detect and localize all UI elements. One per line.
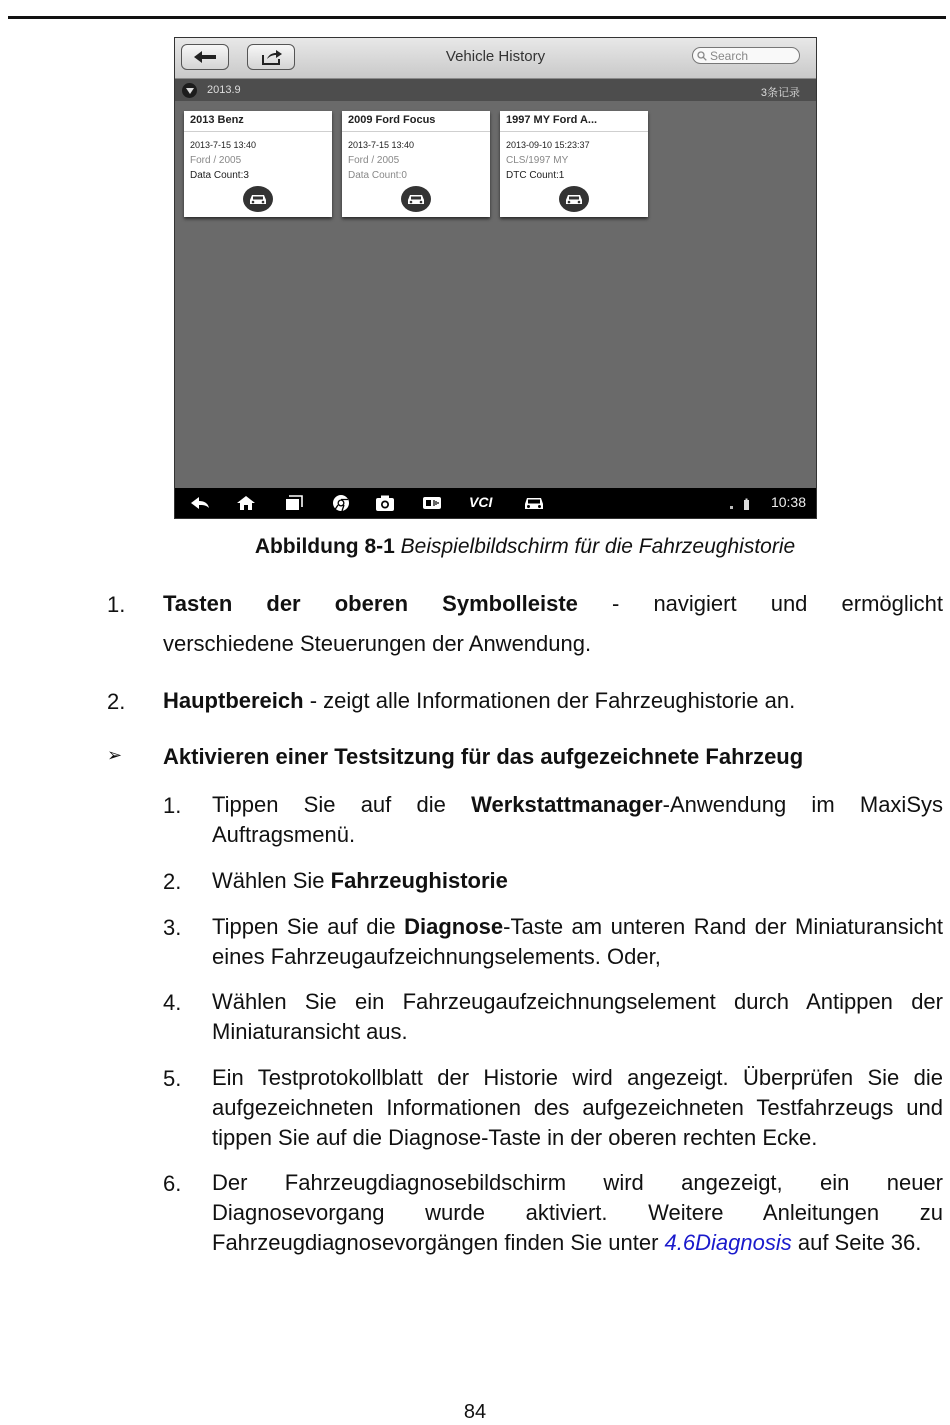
record-count: 3条记录	[760, 87, 800, 99]
step-text: Tippen Sie auf die Diagnose-Taste am unteren Rand der Miniaturansicht eines Fahrzeugaufzeichnungselements. Oder,	[212, 914, 943, 969]
step-text: Ein Testprotokollblatt der Historie wird angezeigt. Überprüfen Sie die aufgezeichneten Informationen des aufgezeichneten Testfahrzeugs und tippen Sie auf die Diagnose-Taste in der oberen rechten Ecke.	[212, 1065, 943, 1150]
caption-text: Beispielbildschirm für die Fahrzeughistorie	[400, 535, 796, 558]
search-input[interactable]	[692, 47, 800, 64]
diagnose-button[interactable]	[559, 186, 589, 212]
step-number: 4.	[163, 990, 182, 1015]
vehicle-card[interactable]	[184, 111, 332, 217]
item-number: 2.	[107, 689, 126, 714]
car-icon	[564, 192, 584, 206]
item-text: - navigiert und ermöglicht	[577, 591, 943, 616]
vci-icon[interactable]: VCI	[469, 494, 493, 510]
item-bold: Hauptbereich	[163, 688, 304, 713]
card-divider	[184, 131, 332, 132]
card-title: 2013 Benz	[190, 114, 244, 126]
card-count: Data Count:3	[190, 170, 249, 181]
step-bold: Diagnose	[404, 914, 504, 939]
recent-apps-icon[interactable]	[283, 494, 305, 512]
step-number: 3.	[163, 915, 182, 940]
step-number: 6.	[163, 1171, 182, 1196]
item-number: 1.	[107, 592, 126, 617]
caption-label: Abbildung 8-1	[254, 535, 395, 558]
card-datetime: 2013-7-15 13:40	[348, 140, 415, 150]
screen-title: Vehicle History	[445, 48, 546, 65]
clock: 10:38	[770, 494, 806, 510]
card-datetime: 2013-7-15 13:40	[190, 140, 257, 150]
card-count: DTC Count:1	[506, 170, 565, 181]
vehicle-history-screenshot	[174, 37, 817, 519]
step-number: 5.	[163, 1066, 182, 1091]
card-divider	[342, 131, 490, 132]
vehicle-card[interactable]	[342, 111, 490, 217]
step-number: 2.	[163, 869, 182, 894]
chrome-icon[interactable]	[330, 494, 352, 512]
car-icon	[406, 192, 426, 206]
date-group-bar	[175, 79, 816, 101]
figure-caption	[0, 535, 950, 559]
top-toolbar	[175, 38, 816, 79]
diagnosis-link[interactable]: 4.6Diagnosis	[664, 1230, 792, 1255]
vehicle-card[interactable]	[500, 111, 648, 217]
step-text: Der Fahrzeugdiagnosebildschirm wird angezeigt, ein neuer Diagnosevorgang wurde aktiviert. Weitere Anleitungen zu Fahrzeugdiagnosevorgängen finden Sie unter 4.6Diagnosis auf Seite 36.	[212, 1170, 943, 1255]
diagnose-button[interactable]	[243, 186, 273, 212]
step-bold: Werkstattmanager	[471, 792, 663, 817]
collapse-toggle[interactable]	[182, 83, 197, 98]
item-line	[163, 589, 943, 619]
battery-status-icon	[728, 497, 758, 511]
step-number: 1.	[163, 793, 182, 818]
item-bold: Tasten der oberen Symbolleiste	[163, 591, 578, 616]
system-navigation-bar	[175, 488, 816, 518]
back-icon[interactable]	[189, 494, 211, 512]
diagnose-button[interactable]	[401, 186, 431, 212]
card-datetime: 2013-09-10 15:23:37	[506, 140, 590, 150]
step-text: Wählen Sie ein Fahrzeugaufzeichnungselement durch Antippen der Miniaturansicht aus.	[212, 989, 943, 1044]
chevron-down-icon	[186, 88, 194, 94]
card-make: Ford / 2005	[190, 155, 242, 166]
search-placeholder: Search	[710, 48, 749, 63]
card-make: Ford / 2005	[348, 155, 400, 166]
card-title: 1997 MY Ford A...	[506, 114, 598, 126]
group-date: 2013.9	[207, 84, 241, 96]
page-number: 84	[463, 1401, 487, 1423]
section-heading: Aktivieren einer Testsitzung für das aufgezeichnete Fahrzeug	[163, 744, 804, 769]
section-bullet-icon: ➢	[107, 745, 123, 765]
display-icon[interactable]	[421, 494, 443, 512]
card-make: CLS/1997 MY	[506, 155, 569, 166]
car-icon	[248, 192, 268, 206]
item-line: verschiedene Steuerungen der Anwendung.	[163, 631, 592, 656]
step-text: Wählen Sie Fahrzeughistorie	[212, 868, 508, 893]
step-text: Tippen Sie auf die Werkstattmanager-Anwendung im MaxiSys Auftragsmenü.	[212, 792, 943, 847]
car-icon[interactable]	[523, 494, 545, 512]
home-icon[interactable]	[235, 494, 257, 512]
item-text: - zeigt alle Informationen der Fahrzeughistorie an.	[303, 688, 796, 713]
card-count: Data Count:0	[348, 170, 407, 181]
card-divider	[500, 131, 648, 132]
card-title: 2009 Ford Focus	[348, 114, 436, 126]
top-rule	[8, 16, 946, 19]
camera-icon[interactable]	[374, 494, 396, 512]
step-bold: Fahrzeughistorie	[330, 868, 508, 893]
item-line	[163, 686, 943, 716]
search-icon	[697, 51, 707, 61]
